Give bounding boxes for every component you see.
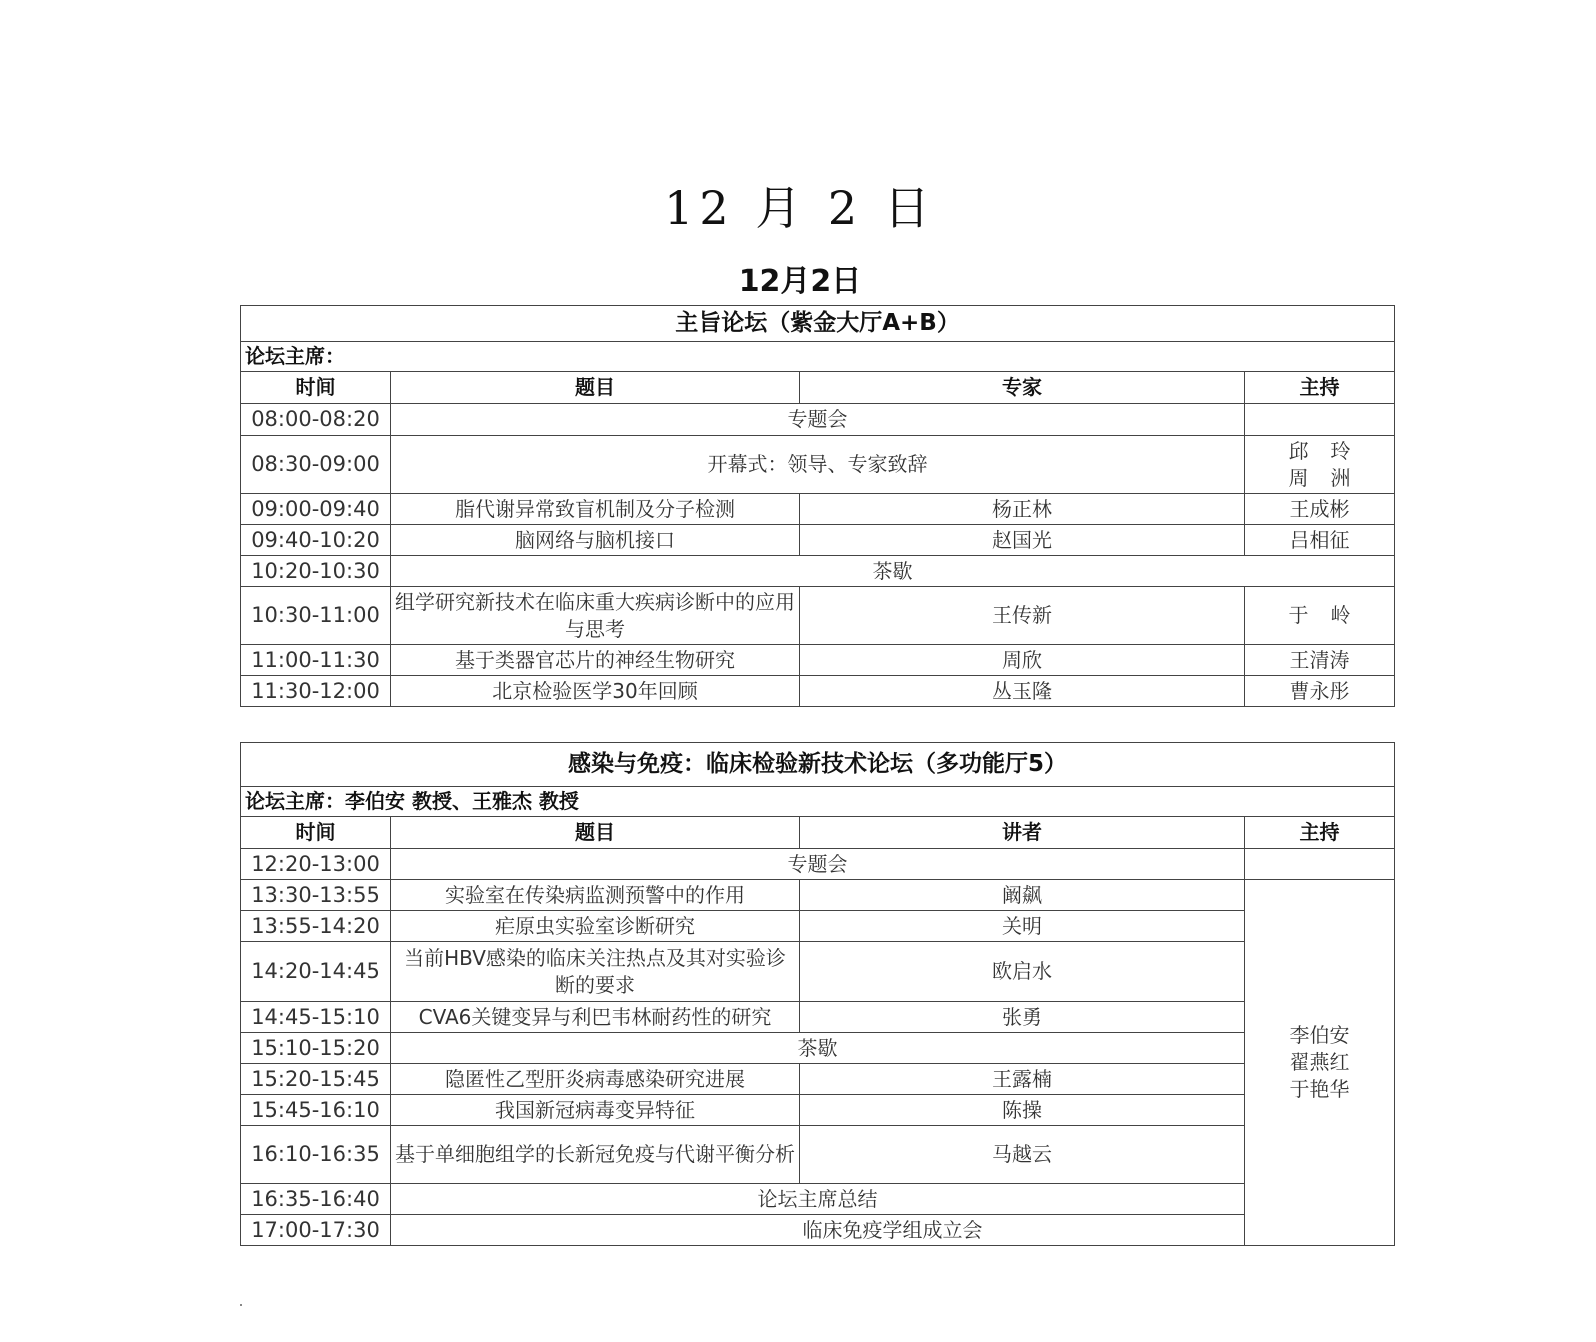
topic-cell: 开幕式：领导、专家致辞 [391, 436, 1245, 494]
table-row [241, 942, 1395, 1002]
table-row [241, 1215, 1395, 1246]
speaker-cell: 阚飙 [800, 880, 1245, 911]
scan-speck [240, 1304, 242, 1306]
table-row [241, 1002, 1395, 1033]
topic-cell: 北京检验医学30年回顾 [391, 676, 800, 707]
forum2-chair: 论坛主席：李伯安 教授、王雅杰 教授 [241, 787, 1395, 817]
table-row [241, 1184, 1395, 1215]
host-cell [1245, 849, 1395, 880]
host-cell: 曹永彤 [1245, 676, 1395, 707]
table-row [241, 494, 1395, 525]
host-name: 邱玲 [1288, 438, 1373, 463]
time-cell: 10:30-11:00 [241, 587, 391, 645]
time-cell: 15:45-16:10 [241, 1095, 391, 1126]
host-name: 翟燕红 [1289, 1050, 1350, 1074]
time-cell: 16:35-16:40 [241, 1184, 391, 1215]
speaker-cell: 关明 [800, 911, 1245, 942]
topic-cell: 基于类器官芯片的神经生物研究 [391, 645, 800, 676]
host-cell: 吕相征 [1245, 525, 1395, 556]
topic-cell: 隐匿性乙型肝炎病毒感染研究进展 [391, 1064, 800, 1095]
topic-cell: 临床免疫学组成立会 [391, 1215, 1395, 1246]
time-cell: 09:40-10:20 [241, 525, 391, 556]
time-cell: 15:10-15:20 [241, 1033, 391, 1064]
header-host: 主持 [1245, 817, 1395, 849]
table-row [241, 404, 1395, 436]
header-topic: 题目 [391, 817, 800, 849]
host-name: 周洲 [1288, 465, 1373, 490]
time-cell: 11:30-12:00 [241, 676, 391, 707]
forum1-schedule-table [240, 305, 1395, 707]
host-cell: 王成彬 [1245, 494, 1395, 525]
time-cell: 13:30-13:55 [241, 880, 391, 911]
host-cell [1245, 436, 1395, 494]
table-row [241, 1095, 1395, 1126]
speaker-cell: 杨正林 [800, 494, 1245, 525]
time-cell: 17:00-17:30 [241, 1215, 391, 1246]
table-row [241, 849, 1395, 880]
topic-cell: 当前HBV感染的临床关注热点及其对实验诊断的要求 [391, 942, 800, 1002]
time-cell: 08:30-09:00 [241, 436, 391, 494]
header-time: 时间 [241, 372, 391, 404]
host-cell [1245, 880, 1395, 1246]
speaker-cell: 丛玉隆 [800, 676, 1245, 707]
speaker-cell: 王传新 [800, 587, 1245, 645]
host-name: 李伯安 [1289, 1023, 1350, 1047]
topic-cell: CVA6关键变异与利巴韦林耐药性的研究 [391, 1002, 800, 1033]
topic-cell: 专题会 [391, 849, 1245, 880]
topic-cell: 脂代谢异常致盲机制及分子检测 [391, 494, 800, 525]
page-subtitle: 12月2日 [738, 264, 862, 299]
topic-cell: 组学研究新技术在临床重大疾病诊断中的应用与思考 [391, 587, 800, 645]
header-speaker: 讲者 [800, 817, 1245, 849]
table-row [241, 587, 1395, 645]
table-row [241, 436, 1395, 494]
host-cell [1245, 404, 1395, 436]
topic-cell: 脑网络与脑机接口 [391, 525, 800, 556]
topic-cell: 疟原虫实验室诊断研究 [391, 911, 800, 942]
host-name: 于艳华 [1289, 1077, 1350, 1101]
speaker-cell: 赵国光 [800, 525, 1245, 556]
forum2-schedule-table [240, 742, 1395, 1246]
forum1-chair: 论坛主席： [241, 342, 1395, 372]
header-host: 主持 [1245, 372, 1395, 404]
topic-cell: 茶歇 [391, 556, 1395, 587]
topic-cell: 实验室在传染病监测预警中的作用 [391, 880, 800, 911]
table-row [241, 1064, 1395, 1095]
speaker-cell: 王露楠 [800, 1064, 1245, 1095]
table-row [241, 880, 1395, 911]
table-row [241, 911, 1395, 942]
header-topic: 题目 [391, 372, 800, 404]
forum2-title: 感染与免疫：临床检验新技术论坛（多功能厅5） [241, 743, 1395, 787]
time-cell: 09:00-09:40 [241, 494, 391, 525]
time-cell: 15:20-15:45 [241, 1064, 391, 1095]
time-cell: 10:20-10:30 [241, 556, 391, 587]
speaker-cell: 马越云 [800, 1126, 1245, 1184]
time-cell: 14:20-14:45 [241, 942, 391, 1002]
table-row [241, 525, 1395, 556]
time-cell: 14:45-15:10 [241, 1002, 391, 1033]
forum1-title: 主旨论坛（紫金大厅A+B） [241, 306, 1395, 342]
topic-cell: 论坛主席总结 [391, 1184, 1245, 1215]
topic-cell: 专题会 [391, 404, 1245, 436]
host-name: 于岭 [1288, 603, 1373, 627]
table-row [241, 645, 1395, 676]
host-cell: 王清涛 [1245, 645, 1395, 676]
topic-cell: 我国新冠病毒变异特征 [391, 1095, 800, 1126]
table-row [241, 676, 1395, 707]
time-cell: 08:00-08:20 [241, 404, 391, 436]
table-row [241, 1126, 1395, 1184]
header-speaker: 专家 [800, 372, 1245, 404]
speaker-cell: 陈操 [800, 1095, 1245, 1126]
speaker-cell: 周欣 [800, 645, 1245, 676]
time-cell: 12:20-13:00 [241, 849, 391, 880]
page-title: 12 月 2 日 [664, 181, 936, 235]
topic-cell: 基于单细胞组学的长新冠免疫与代谢平衡分析 [391, 1126, 800, 1184]
time-cell: 11:00-11:30 [241, 645, 391, 676]
table-row [241, 556, 1395, 587]
table-row [241, 1033, 1395, 1064]
time-cell: 16:10-16:35 [241, 1126, 391, 1184]
speaker-cell: 张勇 [800, 1002, 1245, 1033]
speaker-cell: 欧启水 [800, 942, 1245, 1002]
topic-cell: 茶歇 [391, 1033, 1245, 1064]
time-cell: 13:55-14:20 [241, 911, 391, 942]
host-cell [1245, 587, 1395, 645]
header-time: 时间 [241, 817, 391, 849]
